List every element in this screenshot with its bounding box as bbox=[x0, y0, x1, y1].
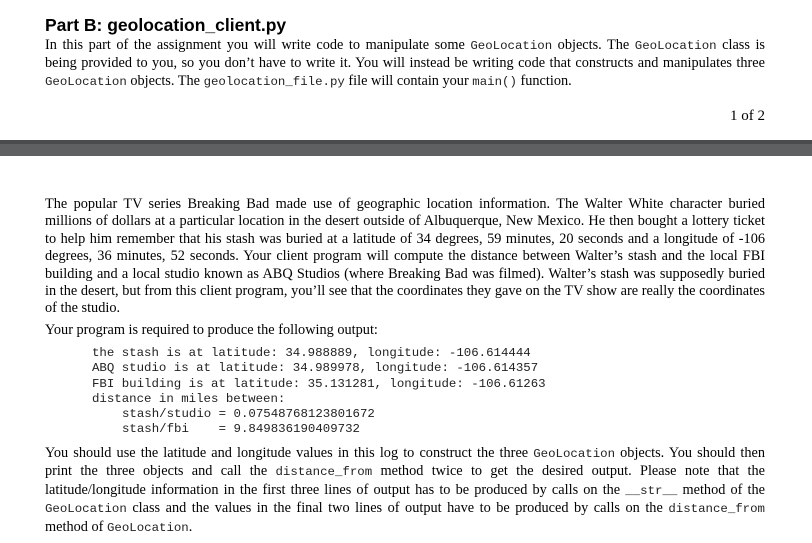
page-number: 1 of 2 bbox=[730, 108, 765, 124]
intro-text: file will contain your bbox=[344, 72, 473, 89]
intro-code-filename: geolocation_file.py bbox=[203, 74, 345, 89]
closing-paragraph bbox=[45, 445, 765, 537]
intro-code-geolocation: GeoLocation bbox=[470, 39, 553, 53]
intro-text: objects. The bbox=[126, 72, 204, 89]
intro-code-geolocation: GeoLocation bbox=[634, 39, 717, 53]
closing-text: method of bbox=[45, 518, 107, 535]
program-output-block bbox=[92, 346, 546, 438]
required-output-paragraph: Your program is required to produce the following output: bbox=[45, 322, 378, 338]
output-line-fbi: FBI building is at latitude: 35.131281, longitude: -106.61263 bbox=[92, 376, 546, 391]
closing-text: . bbox=[188, 518, 193, 535]
intro-text: objects. The bbox=[552, 37, 635, 53]
intro-text: class is being provided to you, so you don’t have to write it. You will instead be writing code that constructs and manipulates three bbox=[45, 37, 765, 72]
page-separator-shadow bbox=[0, 140, 812, 144]
document-page-bottom bbox=[0, 156, 812, 543]
closing-code-str: __str__ bbox=[625, 483, 678, 498]
output-line-stash: the stash is at latitude: 34.988889, longitude: -106.614444 bbox=[92, 346, 531, 360]
intro-code-main: main() bbox=[472, 74, 517, 89]
output-line-stash-fbi: stash/fbi = 9.849836190409732 bbox=[122, 422, 360, 437]
closing-text: objects. You should then print the three objects and call the bbox=[45, 445, 765, 480]
closing-code-distance-from: distance_from bbox=[668, 502, 765, 517]
output-line-studio: ABQ studio is at latitude: 34.989978, longitude: -106.614357 bbox=[92, 361, 539, 376]
closing-text: method of the bbox=[677, 481, 766, 498]
intro-text: function. bbox=[516, 72, 572, 89]
intro-text: In this part of the assignment you will write code to manipulate some bbox=[45, 37, 471, 53]
closing-code-distance-from: distance_from bbox=[275, 465, 373, 480]
closing-text: You should use the latitude and longitude values in this log to construct the three bbox=[45, 445, 534, 461]
output-line-stash-studio: stash/studio = 0.07548768123801672 bbox=[122, 407, 375, 422]
closing-code-geolocation: GeoLocation bbox=[533, 447, 616, 461]
section-heading: Part B: geolocation_client.py bbox=[45, 15, 287, 35]
closing-text: method twice to get the desired output. Please note that the latitude/longitude information in the first three lines of output has to be produced by calls on the bbox=[45, 463, 765, 498]
closing-code-geolocation: GeoLocation bbox=[45, 502, 127, 517]
page-separator bbox=[0, 140, 812, 156]
story-paragraph: The popular TV series Breaking Bad made use of geographic location information. The Walter White character buried millions of dollars at a particular location in the desert outside of Albuquerque, New Mexico. He then bought a lottery ticket to help him remember that his stash was buried at a latitude of 34 degrees, 59 minutes, 20 seconds and a longitude of -106 degrees, 36 minutes, 52 seconds. Your client program will compute the distance between Walter’s stash and the local FBI building and a local studio known as ABQ Studios (where Breaking Bad was filmed). Walter’s stash was supposedly buried in the desert, but from this client program, you’ll see that the coordinates they gave on the TV show are really the coordinates of the studio. bbox=[45, 196, 765, 317]
intro-code-geolocation: GeoLocation bbox=[45, 74, 127, 89]
intro-paragraph bbox=[45, 37, 765, 91]
output-line-distance-header: distance in miles between: bbox=[92, 391, 286, 406]
closing-code-geolocation: GeoLocation bbox=[106, 520, 189, 535]
document-page-top bbox=[0, 0, 812, 140]
closing-text: class and the values in the final two lines of output have to be produced by calls on the bbox=[126, 500, 669, 517]
